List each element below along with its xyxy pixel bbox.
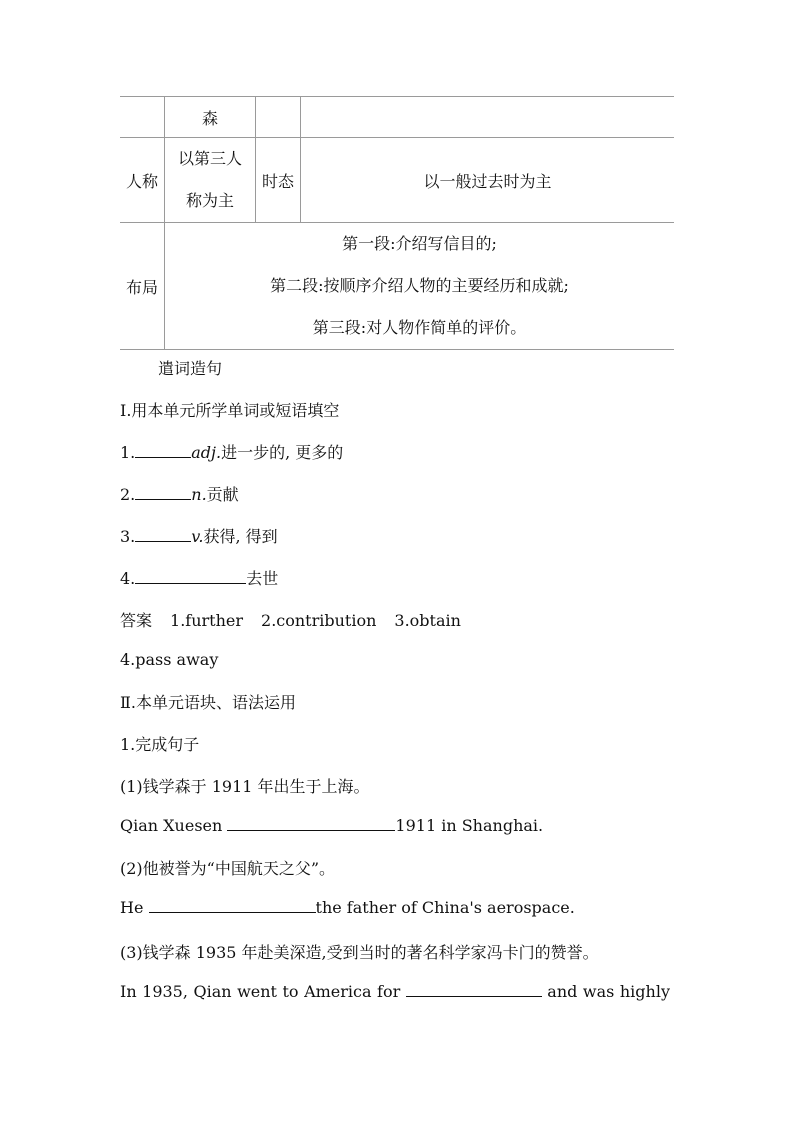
question-chinese: (3)钱学森 1935 年赴美深造,受到当时的著名科学家冯卡门的赞誉。 (120, 943, 599, 962)
layout-label: 布局 (120, 223, 165, 350)
part-of-speech: adj. (191, 443, 222, 462)
table-cell (256, 97, 301, 138)
layout-item: 第三段:对人物作简单的评价。 (312, 318, 527, 337)
part2-subheading: 1.完成句子 (120, 735, 200, 754)
fill-item (120, 566, 278, 589)
answer-blank (227, 816, 395, 831)
sentence-word: 1935, (142, 982, 188, 1001)
table-row (120, 138, 674, 223)
part1-heading: Ⅰ.用本单元所学单词或短语填空 (120, 401, 340, 420)
answer-blank (135, 485, 191, 500)
question-english (120, 898, 575, 917)
table-row (120, 223, 674, 350)
person-value (165, 138, 256, 223)
item-meaning: 去世 (246, 569, 279, 588)
answer-blank (406, 982, 542, 997)
person-value-line: 以第三人 (177, 149, 242, 168)
writing-outline-table (120, 96, 674, 350)
sentence-word: highly (619, 982, 670, 1001)
table-cell (301, 97, 675, 138)
item-number: 4. (120, 569, 136, 588)
sentence-word: for (377, 982, 401, 1001)
answer-blank (135, 527, 191, 542)
sentence-word: Qian (193, 982, 232, 1001)
answer-label: 答案 (120, 611, 153, 630)
tense-label: 时态 (256, 138, 301, 223)
fill-item (120, 524, 278, 547)
item-number: 3. (120, 527, 136, 546)
sentence-start: Qian Xuesen (120, 816, 223, 835)
answer-blank (135, 443, 191, 458)
person-value-line: 称为主 (185, 191, 234, 210)
layout-item: 第二段:按顺序介绍人物的主要经历和成就; (270, 276, 569, 295)
person-label: 人称 (120, 138, 165, 223)
sentence-word: was (582, 982, 615, 1001)
answer-blank (135, 569, 246, 584)
part2-heading: Ⅱ.本单元语块、语法运用 (120, 693, 296, 712)
sentence-word: to (282, 982, 299, 1001)
sentence-word: America (304, 982, 372, 1001)
sentence-word: and (547, 982, 578, 1001)
item-number: 2. (120, 485, 136, 504)
item-meaning: 进一步的, 更多的 (221, 443, 344, 462)
sentence-word: went (237, 982, 277, 1001)
sentence-word: In (120, 982, 137, 1001)
item-number: 1. (120, 443, 136, 462)
sentence-start: He (120, 898, 144, 917)
part-of-speech: n. (191, 485, 207, 504)
answer-text: 3.obtain (394, 611, 461, 630)
part-of-speech: v. (191, 527, 204, 546)
fill-item (120, 482, 239, 505)
fill-item (120, 440, 343, 463)
answer-line (120, 608, 461, 631)
answer-blank (149, 898, 316, 913)
layout-items (165, 223, 675, 350)
sentence-end: 1911 in Shanghai. (395, 816, 544, 835)
question-english (120, 816, 543, 835)
answer-text: 1.further (170, 611, 244, 630)
layout-item: 第一段:介绍写信目的; (342, 234, 497, 253)
item-meaning: 贡献 (206, 485, 239, 504)
table-cell (120, 97, 165, 138)
tense-value: 以一般过去时为主 (301, 138, 675, 223)
answer-text: 4.pass away (120, 650, 219, 669)
question-chinese: (1)钱学森于 1911 年出生于上海。 (120, 777, 370, 796)
table-row (120, 97, 674, 138)
answer-text: 2.contribution (261, 611, 377, 630)
question-chinese: (2)他被誉为“中国航天之父”。 (120, 859, 336, 878)
sentence-end: the father of China's aerospace. (315, 898, 575, 917)
item-meaning: 获得, 得到 (203, 527, 278, 546)
section-title: 遣词造句 (158, 359, 223, 378)
table-cell: 森 (165, 97, 256, 138)
question-english (120, 982, 670, 1001)
